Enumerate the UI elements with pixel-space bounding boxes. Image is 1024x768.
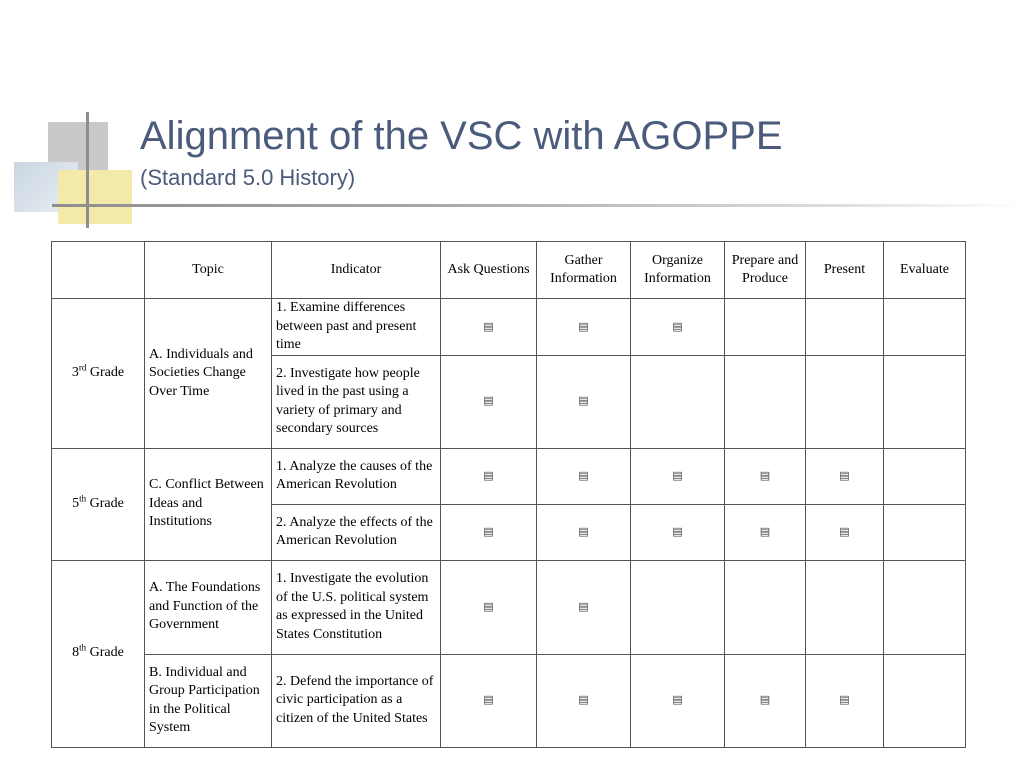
- check-cell: [537, 355, 631, 448]
- table-row: [52, 299, 966, 356]
- check-cell: [537, 448, 631, 504]
- check-mark-icon: ▤: [672, 524, 683, 538]
- indicator-cell: 1. Analyze the causes of the American Revolution: [272, 448, 441, 504]
- check-mark-icon: ▤: [483, 394, 494, 408]
- table-row: [52, 654, 966, 747]
- check-cell: [806, 448, 884, 504]
- grade-label: Grade: [89, 495, 124, 511]
- header-present: Present: [806, 242, 884, 299]
- check-cell: [806, 560, 884, 654]
- check-cell: [725, 560, 806, 654]
- indicator-cell: 1. Examine differences between past and present time: [272, 299, 441, 356]
- check-mark-icon: ▤: [759, 524, 771, 538]
- check-mark-icon: ▤: [578, 599, 589, 613]
- indicator-cell: 1. Investigate the evolution of the U.S. political system as expressed in the United States Constitution: [272, 560, 441, 654]
- header-row: [52, 242, 966, 299]
- slide-subtitle: (Standard 5.0 History): [140, 165, 356, 190]
- grade-suffix: rd: [78, 362, 87, 373]
- header-gather-information: Gather Information: [537, 242, 631, 299]
- grade-suffix: th: [79, 642, 87, 653]
- check-mark-icon: ▤: [672, 468, 683, 482]
- check-cell: [537, 560, 631, 654]
- grade-cell-5th: [52, 448, 145, 560]
- alignment-table: [51, 241, 966, 748]
- header-organize-information: Organize Information: [631, 242, 725, 299]
- check-cell: [441, 560, 537, 654]
- check-mark-icon: ▤: [578, 524, 589, 538]
- check-mark-icon: ▤: [578, 319, 589, 333]
- grade-suffix: th: [79, 493, 87, 504]
- check-cell: [884, 654, 966, 747]
- check-mark-icon: ▤: [578, 468, 589, 482]
- grade-label: Grade: [89, 365, 125, 380]
- check-mark-icon: ▤: [578, 394, 589, 408]
- check-mark-icon: ▤: [672, 319, 683, 333]
- check-mark-icon: ▤: [483, 599, 494, 613]
- check-cell: [884, 299, 966, 356]
- check-cell: [441, 448, 537, 504]
- header-indicator: Indicator: [272, 242, 441, 299]
- check-cell: [806, 504, 884, 560]
- topic-cell: A. The Foundations and Function of the Government: [145, 560, 272, 654]
- indicator-cell: 2. Defend the importance of civic participation as a citizen of the United States: [272, 654, 441, 747]
- check-cell: [441, 504, 537, 560]
- slide-title: Alignment of the VSC with AGOPPE: [140, 114, 783, 158]
- check-cell: [631, 560, 725, 654]
- check-mark-icon: ▤: [759, 693, 771, 707]
- check-cell: [725, 299, 806, 356]
- header-prepare-and-produce: Prepare and Produce: [725, 242, 806, 299]
- check-cell: [725, 654, 806, 747]
- grade-number: 8: [72, 645, 80, 661]
- header-topic: Topic: [145, 242, 272, 299]
- check-cell: [631, 504, 725, 560]
- check-mark-icon: ▤: [483, 524, 494, 538]
- grade-number: 3: [71, 365, 79, 380]
- check-cell: [441, 654, 537, 747]
- decor-vertical-line: [86, 112, 89, 228]
- check-cell: [537, 654, 631, 747]
- check-cell: [806, 654, 884, 747]
- topic-cell: B. Individual and Group Participation in the Political System: [145, 654, 272, 747]
- decor-yellow-square: [58, 170, 132, 224]
- check-cell: [725, 355, 806, 448]
- check-cell: [725, 448, 806, 504]
- grade-number: 5: [72, 495, 80, 511]
- check-cell: [537, 504, 631, 560]
- indicator-cell: 2. Analyze the effects of the American Revolution: [272, 504, 441, 560]
- check-cell: [631, 355, 725, 448]
- check-cell: [441, 299, 537, 356]
- header-evaluate: Evaluate: [884, 242, 966, 299]
- grade-label: Grade: [89, 645, 124, 661]
- check-cell: [725, 504, 806, 560]
- check-cell: [631, 299, 725, 356]
- table-row: [52, 560, 966, 654]
- check-cell: [631, 654, 725, 747]
- indicator-cell: 2. Investigate how people lived in the past using a variety of primary and secondary sources: [272, 355, 441, 448]
- check-cell: [884, 504, 966, 560]
- decor-horizontal-rule: [52, 204, 1024, 207]
- check-mark-icon: ▤: [483, 693, 494, 707]
- check-cell: [884, 560, 966, 654]
- check-mark-icon: ▤: [839, 524, 850, 538]
- check-cell: [441, 355, 537, 448]
- header-corner: [52, 242, 145, 299]
- check-cell: [884, 355, 966, 448]
- check-cell: [806, 355, 884, 448]
- check-cell: [537, 299, 631, 356]
- topic-cell: A. Individuals and Societies Change Over Time: [145, 299, 272, 449]
- check-mark-icon: ▤: [839, 693, 850, 707]
- check-cell: [884, 448, 966, 504]
- check-cell: [806, 299, 884, 356]
- grade-cell-8th: [52, 560, 145, 747]
- check-cell: [631, 448, 725, 504]
- grade-cell-3rd: [52, 299, 145, 449]
- check-mark-icon: ▤: [839, 468, 850, 482]
- check-mark-icon: ▤: [483, 319, 494, 333]
- header-ask-questions: Ask Questions: [441, 242, 537, 299]
- check-mark-icon: ▤: [759, 468, 771, 482]
- topic-cell: C. Conflict Between Ideas and Institutions: [145, 448, 272, 560]
- table-row: [52, 448, 966, 504]
- check-mark-icon: ▤: [672, 693, 683, 707]
- check-mark-icon: ▤: [483, 468, 494, 482]
- check-mark-icon: ▤: [578, 693, 589, 707]
